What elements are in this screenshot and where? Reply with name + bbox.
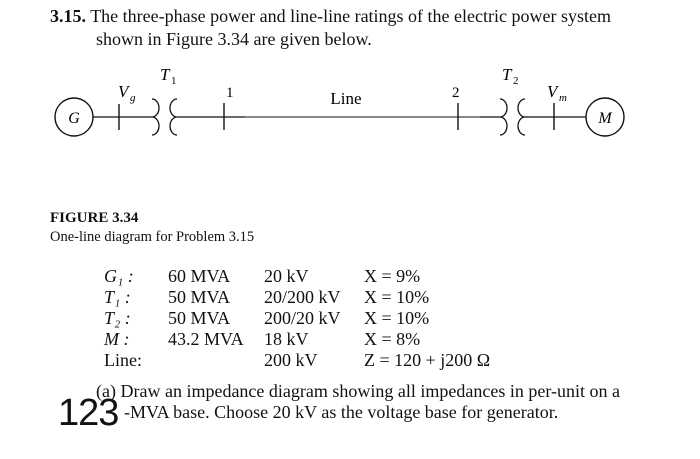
part-a-line2: -MVA base. Choose 20 kV as the voltage base for generator. [124, 402, 559, 422]
ratings-row [104, 287, 490, 308]
rating-device: M : [104, 329, 130, 349]
bus2-label: 2 [452, 85, 460, 101]
rating-voltage: 18 kV [264, 329, 309, 349]
t1-label: T [160, 65, 170, 84]
vg-label: V [118, 82, 129, 101]
one-line-diagram [0, 0, 700, 200]
t1-sub: 1 [171, 75, 177, 87]
motor-symbol [586, 98, 624, 136]
rating-device: G₁ : [104, 266, 134, 286]
ratings-table [104, 266, 490, 371]
t2-sub: 2 [513, 75, 519, 87]
rating-power: 50 MVA [168, 287, 231, 307]
rating-voltage: 200 kV [264, 350, 318, 370]
vm-label: V [547, 82, 558, 101]
rating-device: T₁ : [104, 287, 131, 307]
generator-label: G [68, 110, 80, 127]
vm-sub: m [559, 92, 567, 104]
transformer-t1-symbol [152, 99, 177, 135]
problem-number: 3.15. [50, 6, 86, 26]
part-a-line1: (a) Draw an impedance diagram showing all impedances in per-unit on a [96, 381, 620, 401]
ratings-row [104, 266, 490, 287]
rating-power: 60 MVA [168, 266, 231, 286]
figure-caption: One-line diagram for Problem 3.15 [50, 229, 255, 245]
rating-impedance: Z = 120 + j200 Ω [364, 350, 491, 370]
rating-impedance: X = 8% [364, 329, 421, 349]
bus1-label: 1 [226, 85, 234, 101]
rating-device: T₂ : [104, 308, 131, 328]
transformer-t2-symbol [500, 99, 525, 135]
t2-label: T [502, 65, 512, 84]
motor-label: M [598, 110, 612, 127]
rating-power [168, 350, 264, 371]
ratings-row [104, 308, 490, 329]
rating-power: 43.2 MVA [168, 329, 244, 349]
rating-impedance: X = 10% [364, 287, 430, 307]
generator-symbol [55, 98, 93, 136]
rating-impedance: X = 9% [364, 266, 421, 286]
problem-text-line1: The three-phase power and line-line ratings of the electric power system [90, 6, 611, 26]
vg-sub: g [130, 92, 136, 104]
rating-power: 50 MVA [168, 308, 231, 328]
line-label: Line [330, 89, 362, 108]
rating-voltage: 20/200 kV [264, 287, 341, 307]
base-value-annotation: 123 [58, 392, 119, 434]
rating-impedance: X = 10% [364, 308, 430, 328]
figure-label: FIGURE 3.34 [50, 210, 139, 226]
rating-device: Line: [104, 350, 142, 370]
ratings-row [104, 350, 490, 371]
ratings-row [104, 329, 490, 350]
problem-text-line2: shown in Figure 3.34 are given below. [96, 29, 372, 49]
rating-voltage: 20 kV [264, 266, 309, 286]
rating-voltage: 200/20 kV [264, 308, 341, 328]
